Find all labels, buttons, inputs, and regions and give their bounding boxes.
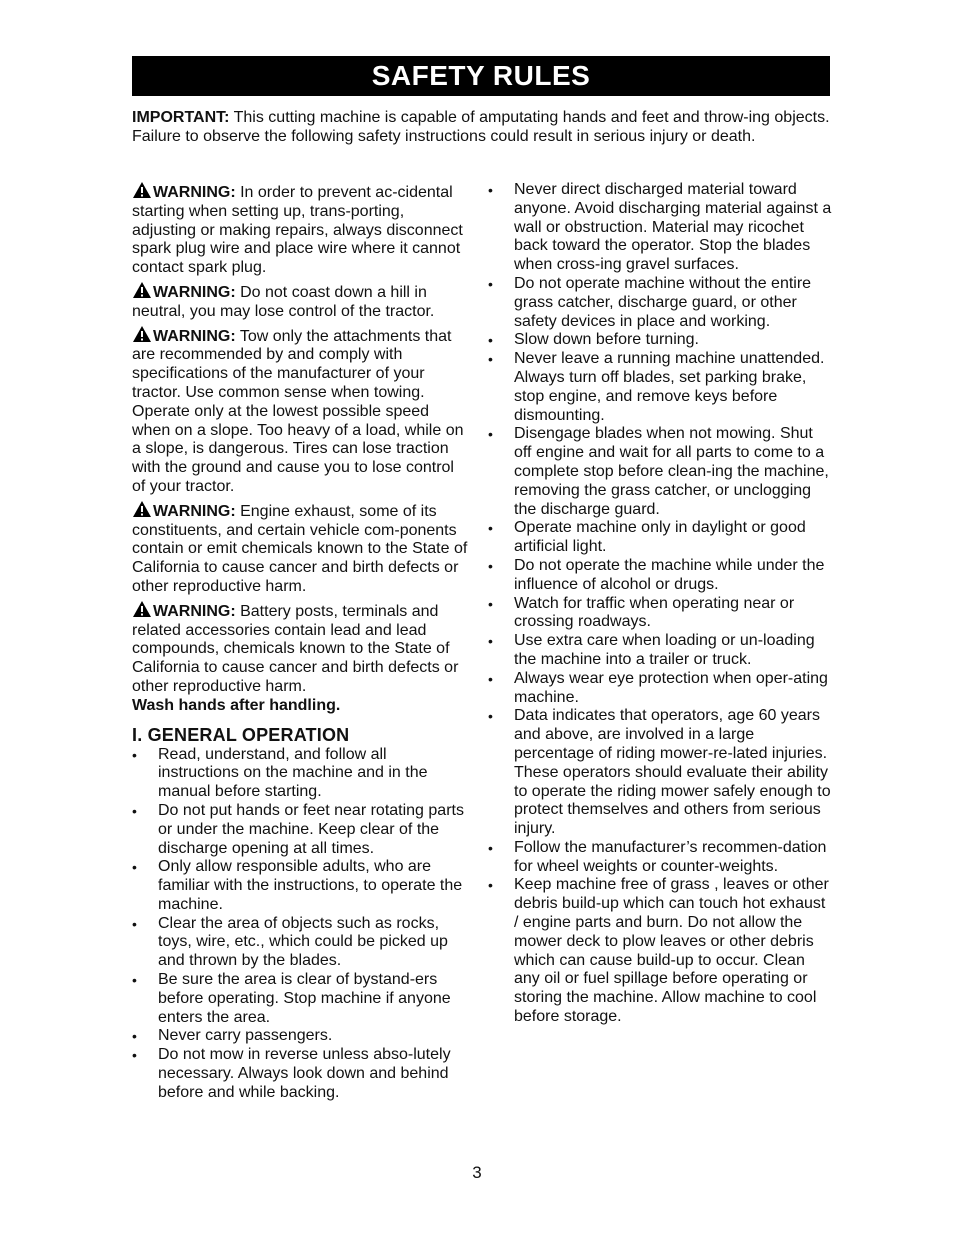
list-item: • Do not mow in reverse unless abso-lutely necessary. Always look down and behind before and while backing. (132, 1046, 470, 1102)
list-item: • Keep machine free of grass , leaves or other debris build-up which can touch hot exhaust / engine parts and burn. Do not allow the mower deck to plow leaves or other debris which can cause build-up to occur. Clean any oil or fuel spillage before operating or storing the machine. Allow machine to cool before storage. (488, 876, 833, 1026)
warning-label: WARNING: (153, 602, 236, 620)
warning-text: In order to prevent ac-cidental starting when setting up, trans-porting, adjusting or making repairs, always disconnect spark plug wire and place wire where it cannot contact spark plug. (132, 184, 463, 277)
right-column (488, 181, 833, 1027)
list-item: • Do not put hands or feet near rotating parts or under the machine. Keep clear of the discharge opening at all times. (132, 802, 470, 858)
warning-label: WARNING: (153, 502, 236, 520)
important-notice (132, 108, 832, 146)
warning-label: WARNING: (153, 184, 236, 201)
list-item: • Never direct discharged material toward anyone. Avoid discharging material against a wall or obstruction. Material may ricochet back toward the operator. Stop the blades when cross-ing gravel surfaces. (488, 181, 833, 275)
warning-text: Do not coast down a hill in neutral, you may lose control of the tractor. (132, 283, 435, 320)
list-item: • Operate machine only in daylight or good artificial light. (488, 519, 833, 557)
safety-rules-list (488, 181, 833, 1027)
warning-label: WARNING: (153, 283, 236, 301)
list-item: • Do not operate machine without the entire grass catcher, discharge guard, or other safety devices in place and working. (488, 275, 833, 331)
left-column (132, 181, 470, 1103)
warning-triangle-icon (132, 325, 152, 343)
page-title: SAFETY RULES (132, 56, 830, 96)
list-item: • Be sure the area is clear of bystand-ers before operating. Stop machine if anyone enters the area. (132, 971, 470, 1027)
warning-triangle-icon (132, 500, 152, 518)
list-item: • Do not operate the machine while under the influence of alcohol or drugs. (488, 557, 833, 595)
warning-paragraph (132, 181, 470, 278)
section-heading: I. GENERAL OPERATION (132, 724, 350, 745)
list-item: • Follow the manufacturer’s recommen-dation for wheel weights or counter-weights. (488, 839, 833, 877)
list-item: • Never leave a running machine unattended. Always turn off blades, set parking brake, stop engine, and remove keys before dismounting. (488, 350, 833, 425)
warning-paragraph (132, 500, 470, 597)
list-item: • Never carry passengers. (132, 1027, 470, 1046)
warning-paragraph (132, 325, 470, 497)
list-item: • Disengage blades when not mowing. Shut off engine and wait for all parts to come to a complete stop before clean-ing the machine, removing the grass catcher, or unclogging the discharge guard. (488, 425, 833, 519)
general-operation-list (132, 746, 470, 1103)
warning-triangle-icon (132, 281, 152, 299)
wash-hands-notice: Wash hands after handling. (132, 696, 341, 714)
list-item: • Use extra care when loading or un-loading the machine into a trailer or truck. (488, 632, 833, 670)
warning-paragraph (132, 281, 470, 322)
important-text: This cutting machine is capable of amputating hands and feet and throw-ing objects. Failure to observe the following safety instructions could result in serious injury or death. (132, 109, 830, 145)
list-item: • Only allow responsible adults, who are familiar with the instructions, to operate the machine. (132, 858, 470, 914)
warning-text: Battery posts, terminals and related accessories contain lead and lead compounds, chemicals known to the State of California to cause cancer and birth defects or other reproductive harm. (132, 602, 459, 695)
warning-text: Engine exhaust, some of its constituents, and certain vehicle com-ponents contain or emit chemicals known to the State of California to cause cancer and birth defects or other reproductive harm. (132, 502, 468, 595)
important-label: IMPORTANT: (132, 109, 230, 126)
list-item: • Read, understand, and follow all instructions on the machine and in the manual before starting. (132, 746, 470, 802)
list-item: • Always wear eye protection when oper-ating machine. (488, 670, 833, 708)
list-item: • Watch for traffic when operating near or crossing roadways. (488, 595, 833, 633)
warning-label: WARNING: (153, 327, 236, 345)
warning-paragraph (132, 600, 470, 716)
page-number: 3 (472, 1163, 482, 1182)
warning-triangle-icon (132, 600, 152, 618)
warning-triangle-icon (132, 181, 152, 199)
list-item: • Data indicates that operators, age 60 years and above, are involved in a large percentage of riding mower-re-lated injuries. These operators should evaluate their ability to operate the riding mower safely enough to protect themselves and others from serious injury. (488, 707, 833, 839)
list-item: • Slow down before turning. (488, 331, 833, 350)
warning-text: Tow only the attachments that are recommended by and comply with specifications of the manufacturer of your tractor. Use common sense when towing. Operate only at the lowest possible speed when on a slope. Too heavy of a load, while on a slope, is dangerous. Tires can lose traction with the ground and cause you to lose control of your tractor. (132, 327, 464, 495)
list-item: • Clear the area of objects such as rocks, toys, wire, etc., which could be picked up and thrown by the blades. (132, 915, 470, 971)
